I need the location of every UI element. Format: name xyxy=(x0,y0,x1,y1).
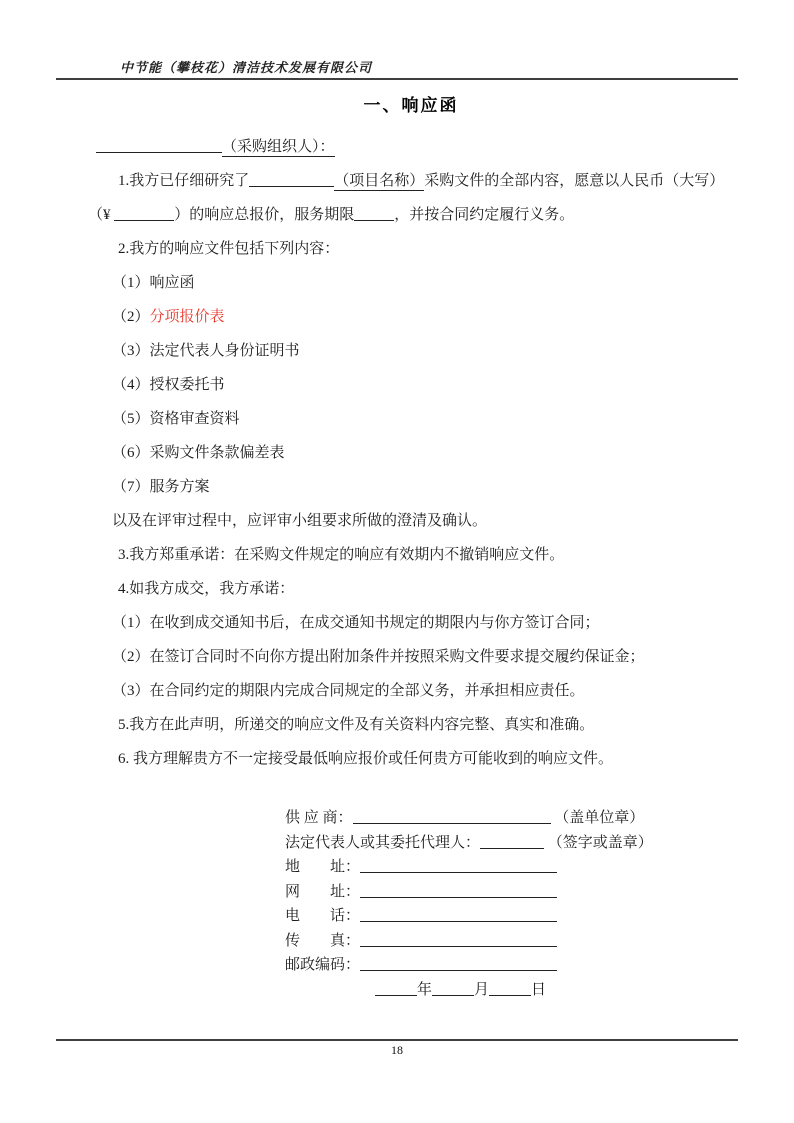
contents-item-7: （7）服务方案 xyxy=(112,479,210,495)
paragraph-5: 5.我方在此声明，所递交的响应文件及有关资料内容完整、真实和准确。 xyxy=(118,717,595,733)
paragraph-1-line-2: （¥ ）的响应总报价，服务期限 ，并按合同约定履行义务。 xyxy=(88,207,575,223)
promise-item-2: （2）在签订合同时不向你方提出附加条件并按照采购文件要求提交履约保证金； xyxy=(112,649,645,665)
highlighted-item-label: 分项报价表 xyxy=(149,309,225,325)
contents-item-4: （4）授权委托书 xyxy=(112,377,225,393)
project-name-placeholder: （项目名称） xyxy=(334,173,425,189)
paragraph-2: 2.我方的响应文件包括下列内容： xyxy=(118,241,340,257)
blank-supplier-name xyxy=(353,809,551,824)
header-company-name: 中节能（攀枝花）清洁技术发展有限公司 xyxy=(120,60,373,75)
salutation-line xyxy=(88,130,734,164)
blank-year xyxy=(375,981,417,996)
contents-item-6: （6）采购文件条款偏差表 xyxy=(112,445,285,461)
blank-website xyxy=(360,883,557,898)
paragraph-6: 6. 我方理解贵方不一定接受最低响应报价或任何贵方可能收到的响应文件。 xyxy=(118,751,614,767)
signature-row-phone: 电 话： xyxy=(285,904,734,929)
signature-row-representative: 法定代表人或其委托代理人： （签字或盖章） xyxy=(285,834,653,851)
signature-row-website: 网 址： xyxy=(285,880,734,905)
blank-representative-name xyxy=(480,834,544,849)
paragraph-1-line-1: 1.我方已仔细研究了 （项目名称）采购文件的全部内容，愿意以人民币（大写） xyxy=(118,173,725,189)
blank-postcode xyxy=(360,956,557,971)
date-line: 年 月 日 xyxy=(375,978,734,1003)
blank-month xyxy=(432,981,474,996)
signature-row-fax: 传 真： xyxy=(285,929,734,954)
contents-item-3: （3）法定代表人身份证明书 xyxy=(112,343,300,359)
contents-item-5: （5）资格审查资料 xyxy=(112,411,240,427)
paragraph-3: 3.我方郑重承诺：在采购文件规定的响应有效期内不撤销响应文件。 xyxy=(118,547,565,563)
promise-item-3: （3）在合同约定的期限内完成合同规定的全部义务，并承担相应责任。 xyxy=(112,683,585,699)
blank-fax xyxy=(360,932,557,947)
salutation-label: （采购组织人）： xyxy=(222,139,335,155)
blank-project-name xyxy=(249,172,334,187)
section-title: 一、响应函 xyxy=(363,96,459,115)
main-text-block xyxy=(88,130,734,776)
clarification-line: 以及在评审过程中，应评审小组要求所做的澄清及确认。 xyxy=(112,513,488,529)
footer-rule xyxy=(56,1039,738,1041)
signature-block xyxy=(285,806,734,1002)
page-number: 18 xyxy=(391,1043,403,1057)
signature-row-postcode: 邮政编码： xyxy=(285,953,734,978)
contents-item-2: （2）分项报价表 xyxy=(112,309,225,325)
paragraph-4: 4.如我方成交，我方承诺： xyxy=(118,581,295,597)
promise-item-1: （1）在收到成交通知书后，在成交通知书规定的期限内与你方签订合同； xyxy=(112,615,600,631)
blank-phone xyxy=(360,907,557,922)
blank-service-period xyxy=(354,206,394,221)
contents-item-1: （1）响应函 xyxy=(112,275,195,291)
blank-price-amount xyxy=(114,206,174,221)
signature-row-address: 地 址： xyxy=(285,855,734,880)
signature-row-supplier: 供 应 商： （盖单位章） xyxy=(285,810,645,826)
blank-day xyxy=(489,981,531,996)
blank-addressee xyxy=(96,138,222,153)
blank-address xyxy=(360,858,557,873)
